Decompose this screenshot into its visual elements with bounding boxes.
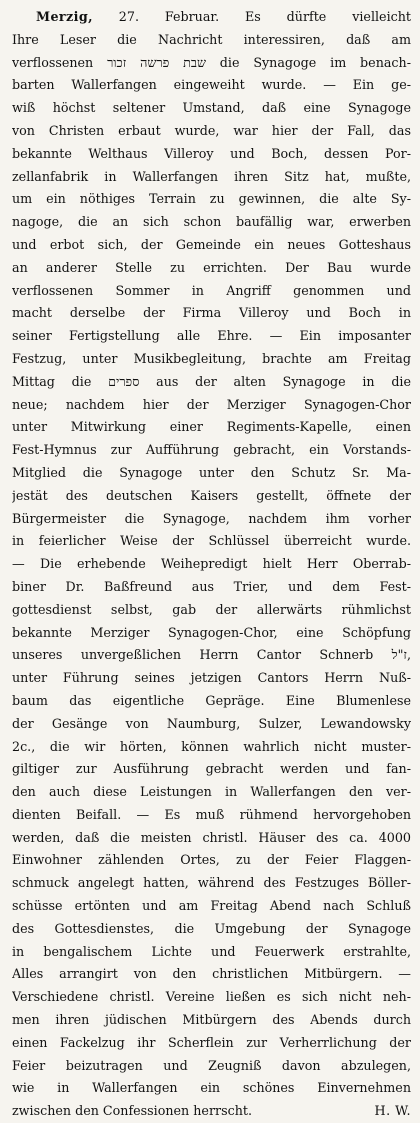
article-line: macht derselbe der Firma Villeroy und Boch in (12, 305, 411, 321)
article-line: gottesdienst selbst, gab der allerwärts rühmlichst (12, 601, 411, 617)
article-line: Mitglied die Synagoge unter den Schutz Sr. Ma- (12, 464, 411, 480)
article-line (12, 6, 411, 29)
article-line: an anderer Stelle zu errichten. Der Bau wurde (12, 259, 411, 275)
article-line: Mittag die ספרים aus der alten Synagoge in die (12, 373, 411, 389)
article-line: Fest-Hymnus zur Aufführung gebracht, ein Vorstands- (12, 442, 411, 458)
article-line: biner Dr. Baßfreund aus Trier, und dem Fest- (12, 578, 411, 594)
article-line: — Die erhebende Weihepredigt hielt Herr Oberrab- (12, 556, 411, 572)
article-line: nagoge, die an sich schon baufällig war, erwerben (12, 214, 411, 230)
article-line: verflossenen Sommer in Angriff genommen und (12, 282, 411, 298)
article-line: baum das eigentliche Gepräge. Eine Blumenlese (12, 692, 411, 708)
article-line: Alles arrangirt von den christlichen Mitbürgern. — (12, 966, 411, 982)
article-line: einen Fackelzug ihr Scherflein zur Verherrlichung der (12, 1034, 411, 1050)
article-line: wie in Wallerfangen ein schönes Einvernehmen (12, 1080, 411, 1096)
article-line: Verschiedene christl. Vereine ließen es sich nicht neh- (12, 989, 411, 1005)
author-signature: H. W. (374, 1103, 411, 1119)
article-line: Festzug, unter Musikbegleitung, brachte am Freitag (12, 350, 411, 366)
article-line: um ein nöthiges Terrain zu gewinnen, die alte Sy- (12, 191, 411, 207)
article-last-line (12, 1100, 411, 1123)
article-line: des Gottesdienstes, die Umgebung der Synagoge (12, 920, 411, 936)
article-line: wiß höchst seltener Umstand, daß eine Synagoge (12, 100, 411, 116)
article-line: schüsse ertönten und am Freitag Abend nach Schluß (12, 898, 411, 914)
article-line: Feier beizutragen und Zeugniß davon abzulegen, (12, 1057, 411, 1073)
article-line: der Gesänge von Naumburg, Sulzer, Lewandowsky (12, 715, 411, 731)
article-line: zellanfabrik in Wallerfangen ihren Sitz hat, mußte, (12, 168, 411, 184)
article-line: werden, daß die meisten christl. Häuser des ca. 4000 (12, 829, 411, 845)
article-line: neue; nachdem hier der Merziger Synagogen-Chor (12, 396, 411, 412)
article-line: und erbot sich, der Gemeinde ein neues Gotteshaus (12, 236, 411, 252)
article-line: in feierlicher Weise der Schlüssel überreicht wurde. (12, 533, 411, 549)
article-line: verflossenen שבת פרשה זכור die Synagoge im benach- (12, 54, 411, 70)
article-line: in bengalischem Lichte und Feuerwerk erstrahlte, (12, 943, 411, 959)
article-heading: Merzig, (36, 9, 93, 24)
article-line: schmuck angelegt hatten, während des Festzuges Böller- (12, 875, 411, 891)
article-line: seiner Fertigstellung alle Ehre. — Ein imposanter (12, 328, 411, 344)
article-line: 2c., die wir hörten, können wahrlich nicht muster- (12, 738, 411, 754)
article-line-text: 27. Februar. Es dürfte vielleicht (92, 9, 411, 24)
article-line: unter Mitwirkung einer Regiments-Kapelle, einen (12, 419, 411, 435)
article-line: Bürgermeister die Synagoge, nachdem ihm vorher (12, 510, 411, 526)
article-line: Einwohner zählenden Ortes, zu der Feier Flaggen- (12, 852, 411, 868)
article-line: men ihren jüdischen Mitbürgern des Abends durch (12, 1012, 411, 1028)
article-line: den auch diese Leistungen in Wallerfangen den ver- (12, 784, 411, 800)
article-line: unseres unvergeßlichen Herrn Cantor Schnerb ז"ל, (12, 647, 411, 663)
article-line: dienten Beifall. — Es muß rühmend hervorgehoben (12, 806, 411, 822)
article-line: giltiger zur Ausführung gebracht werden und fan- (12, 761, 411, 777)
article-line: Ihre Leser die Nachricht interessiren, daß am (12, 31, 411, 47)
article-line: von Christen erbaut wurde, war hier der Fall, das (12, 122, 411, 138)
article-line: barten Wallerfangen eingeweiht wurde. — Ein ge- (12, 77, 411, 93)
article-line-text: zwischen den Confessionen herrscht. (12, 1103, 252, 1119)
article-line: jestät des deutschen Kaisers gestellt, öffnete der (12, 487, 411, 503)
article-line: bekannte Welthaus Villeroy und Boch, dessen Por- (12, 145, 411, 161)
article-line: bekannte Merziger Synagogen-Chor, eine Schöpfung (12, 624, 411, 640)
article-line: unter Führung seines jetzigen Cantors Herrn Nuß- (12, 670, 411, 686)
